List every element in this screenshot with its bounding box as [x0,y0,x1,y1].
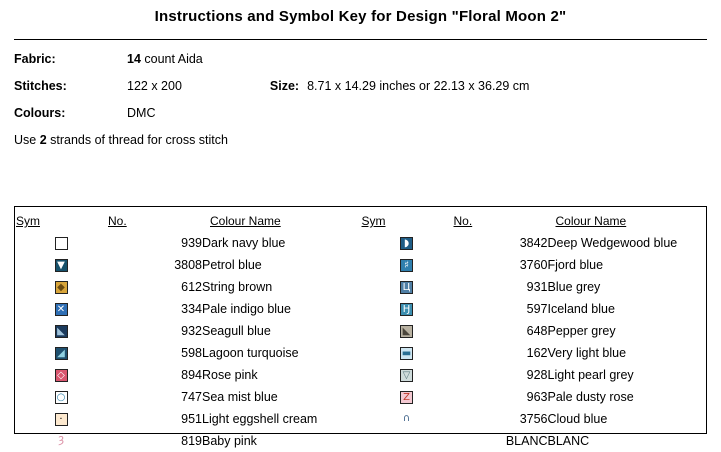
stitches-row [14,79,707,93]
symbol-glyph: ◣ [402,326,411,338]
symbol-swatch-icon [400,391,413,404]
usage-note [14,133,707,147]
colour-name: Pale indigo blue [202,302,291,316]
symbol-glyph: ◆ [57,282,65,294]
symbol-key-body-right [361,232,707,452]
thread-number: 931 [526,280,548,294]
usage-prefix: Use [14,133,40,147]
table-row [15,276,361,298]
stitches-label: Stitches: [14,79,67,93]
symbol-key-columns [15,207,706,448]
symbol-swatch-icon [400,413,413,426]
thread-number: 597 [526,302,548,316]
colour-name: Lagoon turquoise [202,346,299,360]
symbol-glyph: ◢ [57,348,65,360]
symbol-glyph: ✕ [56,304,66,316]
symbol-cell [361,320,453,342]
symbol-glyph: ▬ [401,348,412,360]
table-row [361,430,707,452]
symbol-cell [361,298,453,320]
symbol-key-column-left [15,213,361,448]
table-row [15,232,361,254]
symbol-glyph: ♯ [404,260,409,272]
colour-name: Pale dusty rose [547,390,634,404]
symbol-swatch-icon [55,303,68,316]
symbol-cell [361,254,453,276]
symbol-key-table-left [15,213,361,452]
symbol-cell [361,232,453,254]
symbol-glyph: ∩ [402,413,411,425]
size-value: 8.71 x 14.29 inches or 22.13 x 36.29 cm [307,79,530,93]
table-row [361,298,707,320]
header-no: No. [453,214,473,228]
colour-name: BLANC [547,434,590,448]
symbol-glyph: Ц [402,282,411,294]
fabric-count-suffix: count Aida [140,52,203,66]
header-no: No. [108,214,127,228]
symbol-glyph: Ȝ [57,435,65,447]
table-row [361,386,707,408]
symbol-glyph: Z [403,392,410,404]
table-row [15,408,361,430]
thread-number: 648 [526,324,548,338]
usage-suffix: strands of thread for cross stitch [46,133,228,147]
thread-number: 819 [181,434,202,448]
symbol-cell [15,276,107,298]
symbol-glyph: ○ [56,392,66,404]
colour-name: Cloud blue [547,412,608,426]
table-row [15,254,361,276]
symbol-glyph [56,238,67,249]
colours-value: DMC [127,106,156,120]
symbol-cell [15,408,107,430]
symbol-cell [15,386,107,408]
thread-number: 3808 [174,258,202,272]
thread-number: 963 [526,390,548,404]
thread-number: 3842 [519,236,548,250]
thread-number: 939 [181,236,202,250]
thread-number: 932 [181,324,202,338]
symbol-swatch-icon [400,237,413,250]
symbol-swatch-icon [55,347,68,360]
symbol-cell [15,364,107,386]
fabric-count: 14 [127,52,141,66]
fabric-value [127,52,203,66]
symbol-swatch-icon [400,325,413,338]
symbol-cell [15,298,107,320]
symbol-swatch-icon [400,347,413,360]
symbol-glyph: ▽ [402,370,411,382]
symbol-key-box [14,206,707,448]
colours-label: Colours: [14,106,66,120]
colour-name: Dark navy blue [202,236,286,250]
thread-number: 3756 [519,412,548,426]
thread-number: 951 [181,412,202,426]
stitches-value: 122 x 200 [127,79,182,93]
colour-name: Light eggshell cream [202,412,318,426]
symbol-swatch-icon [400,369,413,382]
table-row [361,232,707,254]
page-title: Instructions and Symbol Key for Design "Floral Moon 2" [154,8,567,25]
colour-name: Sea mist blue [202,390,278,404]
symbol-swatch-icon [55,413,68,426]
symbol-key-body-left [15,232,361,452]
header-sym: Sym [361,214,386,228]
symbol-swatch-icon [400,303,413,316]
thread-number: 334 [181,302,202,316]
header-sym: Sym [16,214,40,228]
symbol-cell [15,232,107,254]
table-row [15,342,361,364]
colour-name: Pepper grey [547,324,616,338]
colour-name: Blue grey [547,280,601,294]
symbol-cell [361,430,453,452]
symbol-key-header-right [361,213,707,232]
colour-name: Fjord blue [547,258,604,272]
table-row [361,408,707,430]
table-header-row [361,213,707,232]
colour-name: Seagull blue [202,324,271,338]
symbol-cell [361,276,453,298]
usage-strands: 2 [39,133,47,147]
table-header-row [15,213,361,232]
symbol-swatch-icon [55,259,68,272]
colours-row [14,106,707,120]
table-row [361,254,707,276]
thread-number: 612 [181,280,202,294]
colour-name: Petrol blue [202,258,262,272]
table-row [15,298,361,320]
symbol-cell [361,408,453,430]
symbol-glyph: Ӈ [402,304,411,316]
symbol-cell [15,320,107,342]
header-colour-name: Colour Name [210,214,281,228]
symbol-glyph: ▼ [57,260,65,272]
table-row [361,320,707,342]
symbol-swatch-icon [55,391,68,404]
fabric-label: Fabric: [14,52,56,66]
symbol-cell [361,386,453,408]
symbol-key-header-left [15,213,361,232]
symbol-swatch-icon [55,369,68,382]
symbol-swatch-icon [400,259,413,272]
symbol-glyph: ◇ [57,370,65,382]
thread-number: 928 [526,368,548,382]
symbol-cell [15,430,107,452]
colour-name: Iceland blue [547,302,615,316]
table-row [15,320,361,342]
table-row [15,386,361,408]
table-row [361,276,707,298]
symbol-swatch-icon [55,325,68,338]
symbol-key-table-right [361,213,707,452]
thread-number: 747 [181,390,202,404]
symbol-swatch-icon [55,237,68,250]
symbol-cell [15,342,107,364]
table-row [361,342,707,364]
thread-number: BLANC [505,434,548,448]
symbol-cell [361,342,453,364]
colour-name: Deep Wedgewood blue [547,236,678,250]
thread-number: 162 [526,346,548,360]
design-info [14,40,707,120]
colour-name: Rose pink [202,368,258,382]
symbol-swatch-icon [55,281,68,294]
symbol-glyph: ◣ [57,326,65,338]
table-row [361,364,707,386]
colour-name: String brown [202,280,273,294]
symbol-swatch-icon [400,281,413,294]
colour-name: Light pearl grey [547,368,634,382]
thread-number: 598 [181,346,202,360]
symbol-glyph: · [59,414,63,426]
table-row [15,364,361,386]
table-row [15,430,361,452]
thread-number: 894 [181,368,202,382]
symbol-swatch-icon [55,435,68,448]
thread-number: 3760 [519,258,548,272]
symbol-cell [361,364,453,386]
symbol-key-column-right [361,213,707,448]
header-colour-name: Colour Name [555,214,627,228]
colour-name: Very light blue [547,346,627,360]
size-label: Size: [269,79,300,93]
fabric-row [14,52,707,66]
symbol-glyph: ◗ [403,238,410,250]
colour-name: Baby pink [202,434,257,448]
symbol-cell [15,254,107,276]
